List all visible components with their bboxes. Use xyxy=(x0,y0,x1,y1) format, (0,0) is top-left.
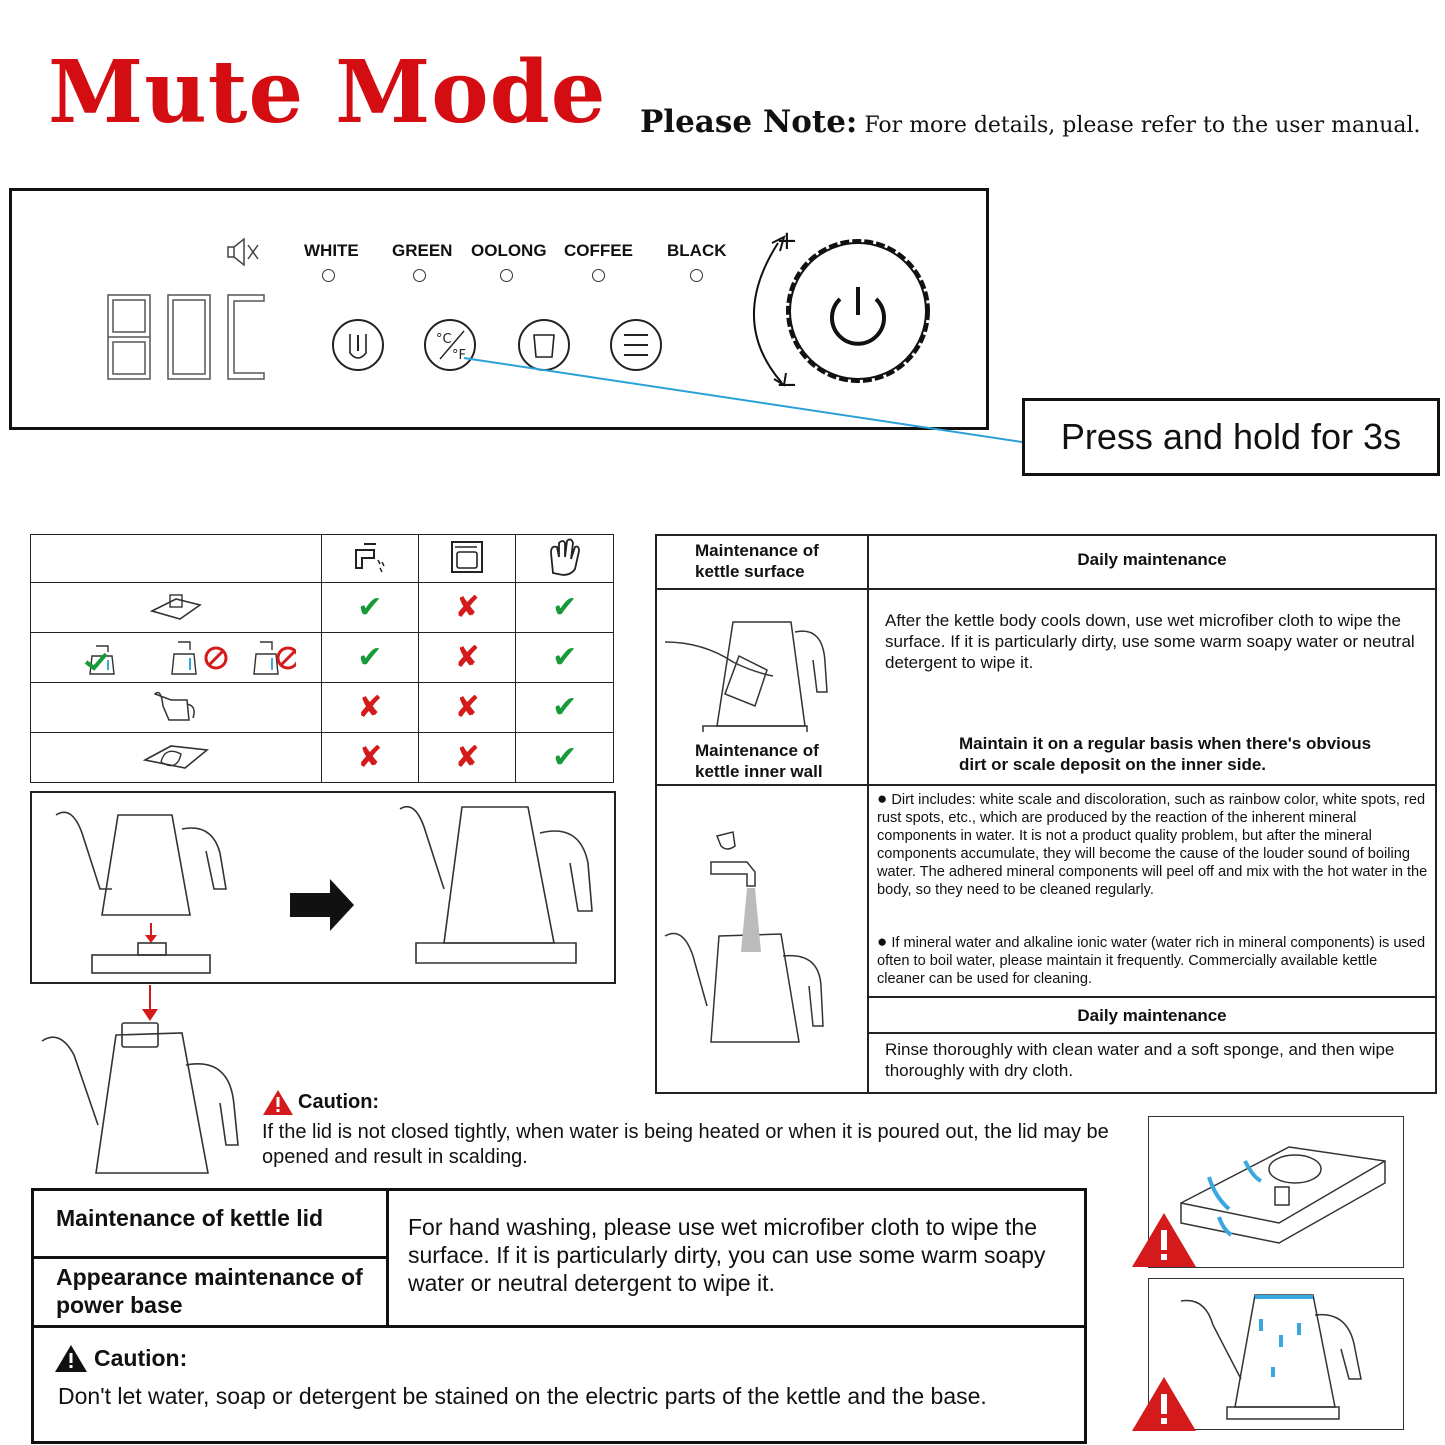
kettle-icon xyxy=(31,683,322,733)
press-hold-callout: Press and hold for 3s xyxy=(1022,398,1440,476)
inner-label: Maintenance of kettle inner wall xyxy=(695,741,823,781)
bullet-1: ● Dirt includes: white scale and discoloration, such as rainbow color, white spots, red rust spots, etc., which are produced by the reaction of the inherent mineral components in water. It is not a product quality problem, but after the mineral components accumulate, they will become the cause of the louder sound of boiling water. The adhered mineral components will peel off and mix with the hot water in the body, so they need to be cleaned regularly. xyxy=(877,789,1428,898)
base-icon xyxy=(31,733,322,783)
dial-plus: + xyxy=(776,226,798,256)
tea-label-black: BLACK xyxy=(667,241,727,260)
surface-text: After the kettle body cools down, use wet microfiber cloth to wipe the surface. If it is particularly dirty, use some warm soapy water or neutral detergent to wipe it. xyxy=(885,611,1415,672)
caution-lid xyxy=(262,1088,1132,1170)
cross-icon: ✘ xyxy=(419,733,516,783)
inner-text: Rinse thoroughly with clean water and a soft sponge, and then wipe thoroughly with dry cloth. xyxy=(885,1040,1395,1080)
maintenance-table xyxy=(655,534,1437,1094)
warning-icon xyxy=(1130,1210,1198,1270)
cross-icon: ✘ xyxy=(321,683,418,733)
warning-icon xyxy=(54,1343,88,1373)
surface-label: Maintenance of kettle surface xyxy=(695,541,819,581)
tea-label-oolong: OOLONG xyxy=(471,241,547,260)
caution-heading-2: Caution: xyxy=(54,1343,187,1373)
cross-icon: ✘ xyxy=(419,633,516,683)
lid-text: For hand washing, please use wet microfiber cloth to wipe the surface. If it is particularly dirty, you can use some warm soapy water or neutral detergent to wipe it. xyxy=(408,1214,1046,1296)
daily-header: Daily maintenance xyxy=(1077,550,1227,569)
kettle-placement-illustration xyxy=(30,791,616,984)
kettle-washing-icons xyxy=(31,633,322,683)
check-icon: ✔ xyxy=(321,583,418,633)
note-text: For more details, please refer to the user manual. xyxy=(864,113,1421,138)
bullet-2: ● If mineral water and alkaline ionic water (water rich in mineral components) is used often to boil water, please maintain it frequently. Commercially available kettle cleaner can be used for cleaning. xyxy=(877,932,1426,987)
arrow-right-icon xyxy=(290,879,354,931)
wipe-kettle-illustration xyxy=(663,602,863,732)
check-icon: ✔ xyxy=(516,583,614,633)
cross-icon: ✘ xyxy=(321,733,418,783)
note-label: Please Note: xyxy=(640,104,858,140)
lid-closing-illustration xyxy=(36,985,246,1185)
check-icon: ✔ xyxy=(516,733,614,783)
cleaning-table xyxy=(30,534,614,783)
check-icon: ✔ xyxy=(516,633,614,683)
tea-label-green: GREEN xyxy=(392,241,453,260)
daily-header-2: Daily maintenance xyxy=(1077,1006,1227,1025)
caution-heading: Caution: xyxy=(262,1088,1132,1116)
faucet-icon xyxy=(321,535,418,583)
tea-label-white: WHITE xyxy=(304,241,359,260)
inner-header: Maintain it on a regular basis when there's obvious dirt or scale deposit on the inner side. xyxy=(959,734,1372,774)
check-icon: ✔ xyxy=(516,683,614,733)
lid-icon xyxy=(31,583,322,633)
check-icon: ✔ xyxy=(321,633,418,683)
hand-wipe-icon xyxy=(516,535,614,583)
svg-text:°C: °C xyxy=(436,332,452,347)
warning-icon xyxy=(1130,1374,1198,1434)
cross-icon: ✘ xyxy=(419,683,516,733)
dial-minus: − xyxy=(776,370,798,400)
caution-text-2: Don't let water, soap or detergent be stained on the electric parts of the kettle and the base. xyxy=(58,1383,987,1409)
page-title: Mute Mode xyxy=(48,42,607,143)
lid-base-table xyxy=(31,1188,1087,1444)
dishwasher-icon xyxy=(419,535,516,583)
caution-text: If the lid is not closed tightly, when water is being heated or when it is poured out, the lid may be opened and result in scalding. xyxy=(262,1121,1109,1168)
warning-icon xyxy=(262,1088,294,1116)
svg-text:°F: °F xyxy=(452,348,466,363)
bullet-dot-icon: ● xyxy=(877,932,888,951)
rinse-kettle-illustration xyxy=(663,826,863,1056)
tea-label-coffee: COFFEE xyxy=(564,241,633,260)
base-label: Appearance maintenance of power base xyxy=(56,1264,363,1318)
bullet-dot-icon: ● xyxy=(877,789,888,808)
cross-icon: ✘ xyxy=(419,583,516,633)
lid-label: Maintenance of kettle lid xyxy=(56,1205,324,1231)
